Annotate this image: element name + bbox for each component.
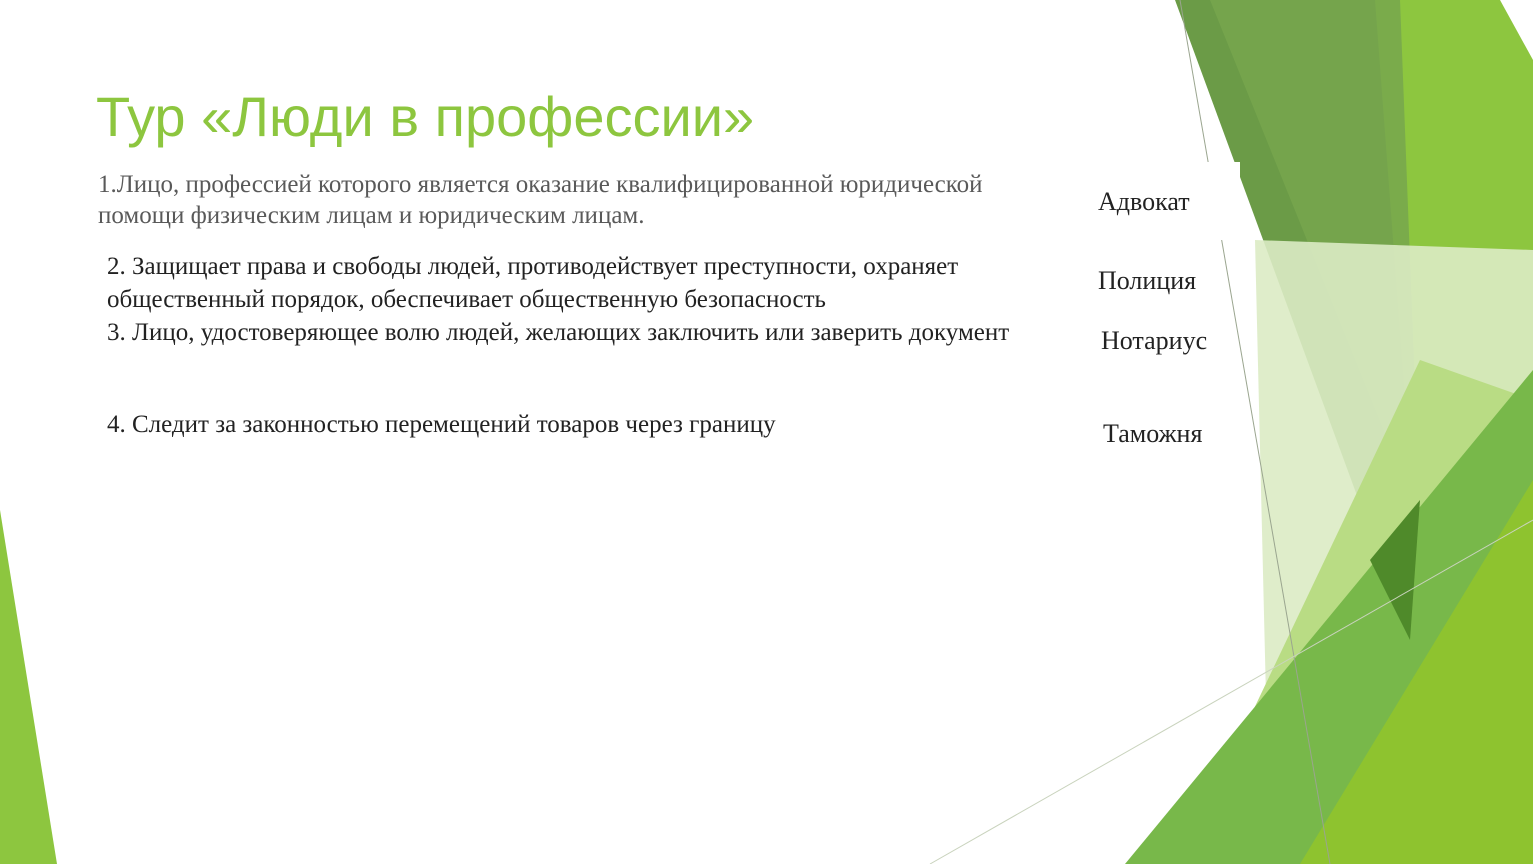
answer-3: Нотариус (1101, 326, 1208, 355)
answer-4: Таможня (1103, 419, 1203, 448)
question-4: 4. Следит за законностью перемещений товаров через границу (107, 411, 776, 438)
answer-1: Адвокат (1098, 187, 1190, 216)
left-green-stripe (0, 510, 57, 864)
question-1: 1.Лицо, профессией которого является оказание квалифицированной юридической помощи физическим лицам и юридическим лицам. (98, 171, 983, 229)
slide-title: Тур «Люди в профессии» (96, 85, 755, 148)
answer-2: Полиция (1098, 266, 1197, 295)
question-3: 3. Лицо, удостоверяющее волю людей, желающих заключить или заверить документ (107, 319, 1010, 346)
question-2: 2. Защищает права и свободы людей, противодействует преступности, охраняет общественный порядок, обеспечивает общественную безопасность (107, 253, 959, 313)
